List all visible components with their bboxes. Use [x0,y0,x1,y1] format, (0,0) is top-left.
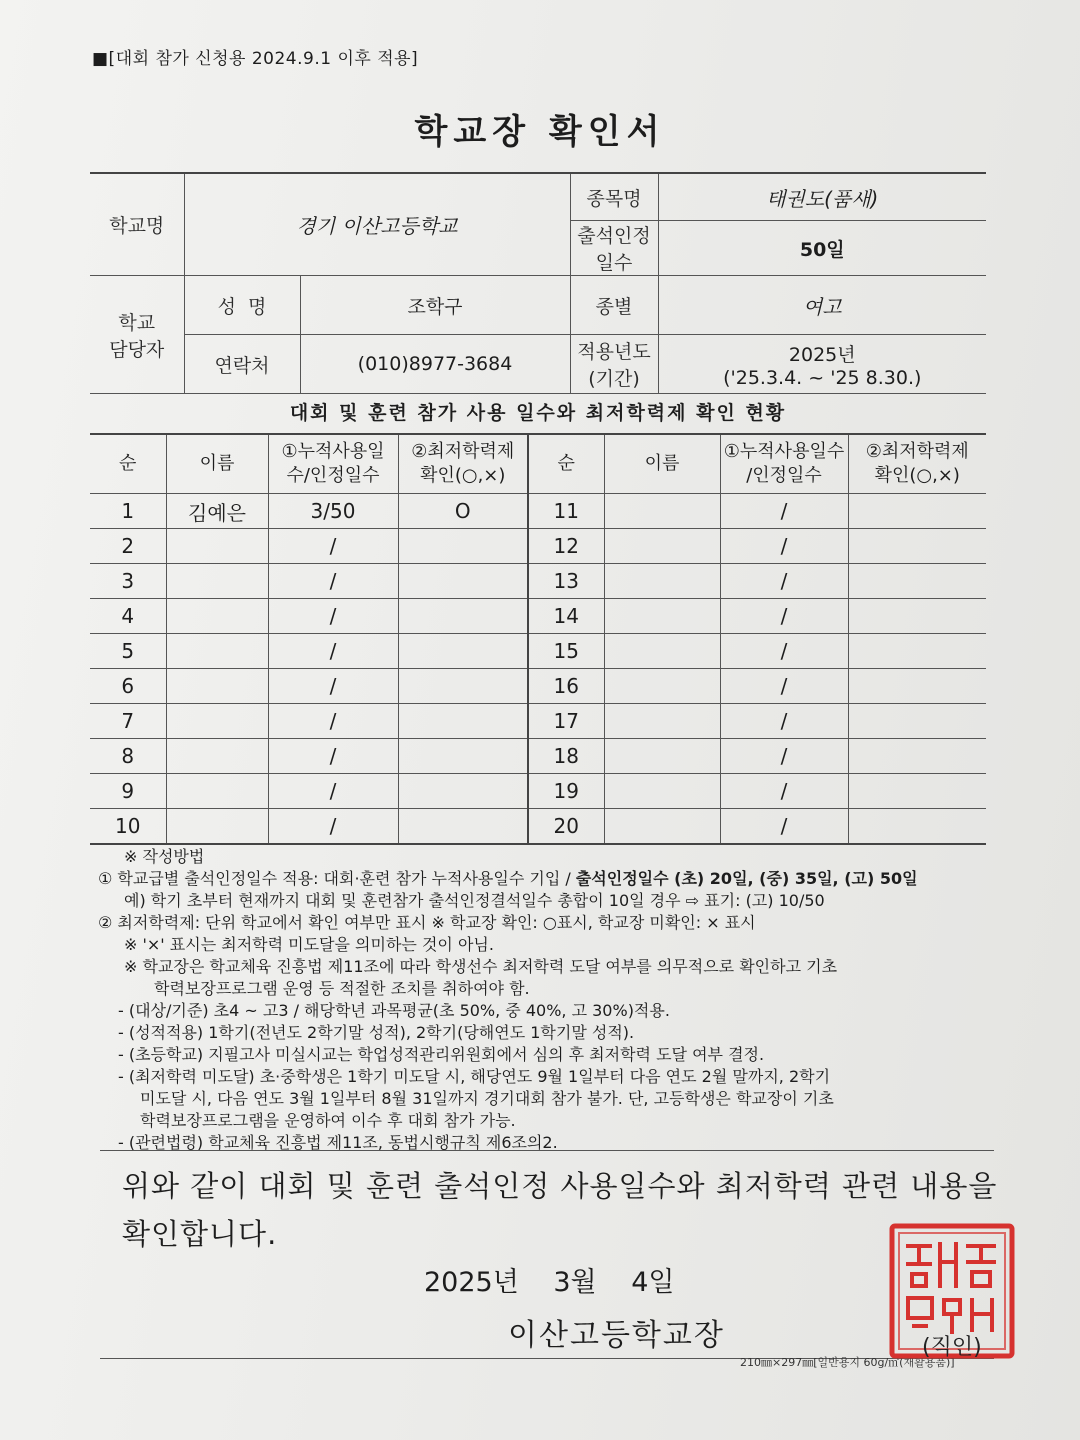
row-days: / [268,529,398,564]
gender-label: 종별 [570,276,658,335]
row-days-right: / [720,704,848,739]
row-no: 5 [90,634,166,669]
row-no-right: 12 [528,529,604,564]
row-name [166,599,268,634]
row-no-right: 14 [528,599,604,634]
table-row [90,739,986,774]
row-days: / [268,774,398,809]
row-days: / [268,599,398,634]
row-days-right: / [720,774,848,809]
principal-name: 이산고등학교장 [508,1318,725,1353]
row-no-right: 11 [528,494,604,529]
note-detail-5: - (관련법령) 학교체육 진흥법 제11조, 동법시행규칙 제6조의2. [118,1133,558,1152]
row-days-right: / [720,809,848,845]
table-row [90,599,986,634]
row-name-right [604,634,720,669]
row-no: 2 [90,529,166,564]
contact-label: 연락처 [184,335,300,394]
manager-label: 학교 담당자 [90,276,184,394]
row-name-right [604,774,720,809]
divider-top [100,1150,994,1151]
row-min-academic-right [848,564,986,599]
row-no-right: 15 [528,634,604,669]
row-no: 8 [90,739,166,774]
table-row [90,774,986,809]
header-min-academic-right: ②최저학력제 확인(○,×) [848,434,986,494]
row-min-academic-right [848,774,986,809]
note-2-sub-1: ※ '×' 표시는 최저학력 미도달을 의미하는 것이 아님. [124,935,494,954]
section-title: 대회 및 훈련 참가 사용 일수와 최저학력제 확인 현황 [289,402,787,424]
table-row [90,704,986,739]
header-name: 이름 [166,434,268,494]
row-name-right [604,564,720,599]
row-name: 김예은 [166,494,268,529]
name-value: 조학구 [300,276,570,335]
row-no: 4 [90,599,166,634]
row-min-academic [398,774,528,809]
row-days-right: / [720,669,848,704]
row-days-right: / [720,529,848,564]
sign-date: 2025년 3월 4일 [424,1267,675,1298]
row-days-right: / [720,564,848,599]
row-min-academic-right [848,704,986,739]
header-days-right: ①누적사용일수 /인정일수 [720,434,848,494]
note-1-example: 예) 학기 초부터 현재까지 대회 및 훈련참가 출석인정결석일수 총합이 10일 경우 ⇨ 표기: (고) 10/50 [124,891,825,910]
instructions [98,846,998,1154]
row-min-academic [398,739,528,774]
row-days-right: / [720,739,848,774]
seal-label: (직인) [922,1335,982,1360]
row-name-right [604,809,720,845]
form-version-note: ■[대회 참가 신청용 2024.9.1 이후 적용] [92,49,419,69]
table-row [90,529,986,564]
row-name [166,564,268,599]
row-name [166,774,268,809]
header-days: ①누적사용일 수/인정일수 [268,434,398,494]
header-min-academic: ②최저학력제 확인(○,×) [398,434,528,494]
row-min-academic [398,704,528,739]
year-value: 2025년 ('25.3.4. ~ '25 8.30.) [658,335,986,394]
confirm-line-2: 확인합니다. [122,1217,278,1251]
row-no-right: 18 [528,739,604,774]
table-row [90,634,986,669]
note-detail-4-cont-2: 학력보장프로그램을 운영하여 이수 후 대회 참가 가능. [140,1111,516,1130]
row-min-academic [398,599,528,634]
row-min-academic: O [398,494,528,529]
note-2: ② 최저학력제: 단위 학교에서 확인 여부만 표시 ※ 학교장 확인: ○표시, 학교장 미확인: × 표시 [98,913,756,932]
note-1: ① 학교급별 출석인정일수 적용: 대회·훈련 참가 누적사용일수 기입 / 출석인정일수 (초) 20일, (중) 35일, (고) 50일 [98,869,918,888]
row-no: 6 [90,669,166,704]
row-name [166,529,268,564]
row-no: 10 [90,809,166,845]
note-detail-1: - (대상/기준) 초4 ~ 고3 / 해당학년 과목평균(초 50%, 중 40%, 고 30%)적용. [118,1001,670,1020]
row-min-academic-right [848,634,986,669]
row-min-academic-right [848,599,986,634]
row-no-right: 17 [528,704,604,739]
note-detail-3: - (초등학교) 지필고사 미실시교는 학업성적관리위원회에서 심의 후 최저학력 도달 여부 결정. [118,1045,765,1064]
row-name [166,739,268,774]
row-no-right: 19 [528,774,604,809]
info-table [90,172,986,394]
row-no: 1 [90,494,166,529]
row-min-academic-right [848,494,986,529]
row-min-academic-right [848,739,986,774]
row-min-academic [398,564,528,599]
row-name-right [604,494,720,529]
row-no: 3 [90,564,166,599]
row-days: 3/50 [268,494,398,529]
attend-value: 50일 [658,221,986,276]
row-name [166,669,268,704]
row-days: / [268,809,398,845]
header-name-right: 이름 [604,434,720,494]
row-name-right [604,529,720,564]
row-name [166,634,268,669]
row-no-right: 16 [528,669,604,704]
row-days-right: / [720,634,848,669]
row-days: / [268,704,398,739]
table-row [90,564,986,599]
table-row [90,669,986,704]
year-label: 적용년도 (기간) [570,335,658,394]
row-days-right: / [720,494,848,529]
note-detail-4-cont-1: 미도달 시, 다음 연도 3월 1일부터 8월 31일까지 경기대회 참가 불가. 단, 고등학생은 학교장이 기초 [140,1089,834,1108]
row-min-academic [398,669,528,704]
row-name [166,809,268,845]
roster-table [90,433,986,845]
table-row [90,809,986,845]
paper-spec: 210㎜×297㎜[일반용지 60g/㎡(재활용품)] [740,1356,955,1369]
note-detail-2: - (성적적용) 1학기(전년도 2학기말 성적), 2학기(당해연도 1학기말 성적). [118,1023,635,1042]
row-min-academic [398,529,528,564]
note-2-sub-2: ※ 학교장은 학교체육 진흥법 제11조에 따라 학생선수 최저학력 도달 여부를 의무적으로 확인하고 기초 [124,957,838,976]
row-min-academic-right [848,809,986,845]
school-label: 학교명 [90,173,184,276]
row-name-right [604,704,720,739]
row-no-right: 20 [528,809,604,845]
page-title: 학교장 확인서 [414,112,666,152]
header-no-right: 순 [528,434,604,494]
event-label: 종목명 [570,173,658,221]
row-name-right [604,599,720,634]
school-value: 경기 이산고등학교 [184,173,570,276]
row-days: / [268,669,398,704]
row-no: 9 [90,774,166,809]
note-detail-4: - (최저학력 미도달) 초·중학생은 1학기 미도달 시, 해당연도 9월 1일부터 다음 연도 2월 말까지, 2학기 [118,1067,831,1086]
row-min-academic [398,634,528,669]
row-no: 7 [90,704,166,739]
notes-heading: ※ 작성방법 [124,847,205,866]
row-days: / [268,739,398,774]
row-no-right: 13 [528,564,604,599]
table-row [90,494,986,529]
gender-value: 여고 [658,276,986,335]
event-value: 태권도(품새) [658,173,986,221]
row-days-right: / [720,599,848,634]
row-name-right [604,739,720,774]
note-2-sub-2-cont: 학력보장프로그램 운영 등 적절한 조치를 취하여야 함. [154,979,530,998]
row-name [166,704,268,739]
contact-value: (010)8977-3684 [300,335,570,394]
row-days: / [268,564,398,599]
confirm-line-1: 위와 같이 대회 및 훈련 출석인정 사용일수와 최저학력 관련 내용을 [122,1169,998,1203]
row-days: / [268,634,398,669]
attend-label: 출석인정 일수 [570,221,658,276]
row-min-academic-right [848,669,986,704]
row-min-academic-right [848,529,986,564]
name-label: 성 명 [184,276,300,335]
roster-header-row [90,434,986,494]
row-name-right [604,669,720,704]
header-no: 순 [90,434,166,494]
row-min-academic [398,809,528,845]
confirmation-statement [122,1162,1002,1258]
